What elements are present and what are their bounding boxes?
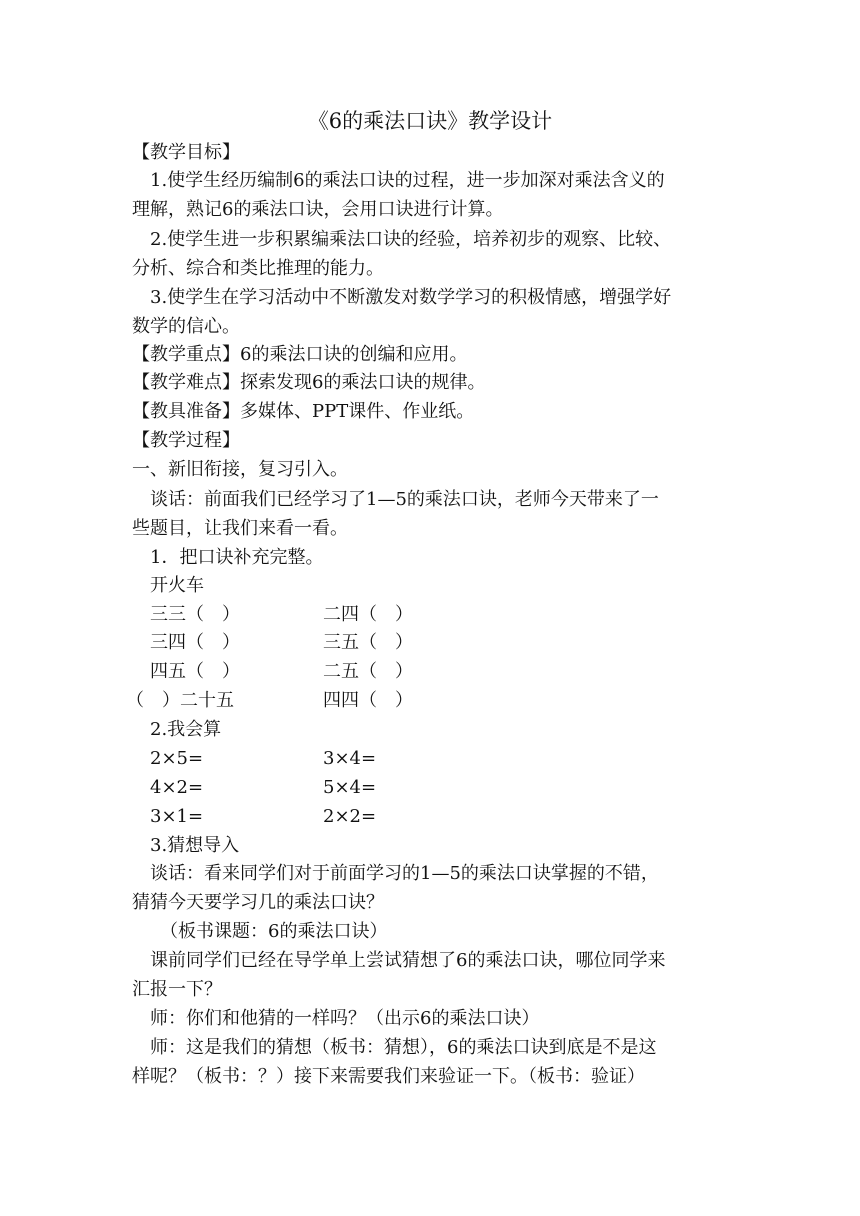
calc-item: 4×2= [150, 777, 204, 798]
paragraph-1-line-2: 汇报一下？ [132, 979, 222, 1000]
teacher-line-2a: 师：这是我们的猜想（板书：猜想），6的乘法口诀到底是不是这 [150, 1037, 657, 1058]
calc-item: 3×1= [150, 806, 204, 827]
rhyme-item: 二四（ ） [323, 604, 413, 625]
rhyme-item: 三三（ ） [150, 604, 240, 625]
process-heading: 【教学过程】 [132, 430, 240, 451]
train-label: 开火车 [150, 575, 204, 596]
materials: 【教具准备】多媒体、PPT课件、作业纸。 [132, 401, 475, 422]
task-2: 2.我会算 [150, 719, 222, 740]
objective-1-line-2: 理解，熟记6的乘法口诀，会用口诀进行计算。 [132, 199, 504, 220]
objective-3-line-2: 数学的信心。 [132, 316, 240, 337]
task-1: 1．把口诀补充完整。 [150, 547, 324, 568]
talk-1-line-1: 谈话：前面我们已经学习了1—5的乘法口诀，老师今天带来了一 [150, 489, 659, 510]
calc-item: 2×5= [150, 748, 204, 769]
key-point: 【教学重点】6的乘法口诀的创编和应用。 [132, 344, 468, 365]
rhyme-item: （ ）二十五 [126, 690, 234, 711]
talk-2-line-1: 谈话：看来同学们对于前面学习的1—5的乘法口诀掌握的不错， [150, 863, 659, 884]
objective-2-line-1: 2.使学生进一步积累编乘法口诀的经验，培养初步的观察、比较、 [150, 229, 672, 250]
calc-item: 5×4= [323, 777, 377, 798]
task-3: 3.猜想导入 [150, 835, 240, 856]
objective-1-line-1: 1.使学生经历编制6的乘法口诀的过程，进一步加深对乘法含义的 [150, 170, 665, 191]
page-title: 《6的乘法口诀》教学设计 [307, 109, 553, 133]
teacher-line-1: 师：你们和他猜的一样吗？（出示6的乘法口诀） [150, 1008, 540, 1029]
difficulty: 【教学难点】探索发现6的乘法口诀的规律。 [132, 372, 486, 393]
objective-2-line-2: 分析、综合和类比推理的能力。 [132, 258, 384, 279]
board-title-note: （板书课题：6的乘法口诀） [160, 921, 388, 942]
calc-item: 2×2= [323, 806, 377, 827]
rhyme-item: 三四（ ） [150, 632, 240, 653]
rhyme-item: 四四（ ） [323, 690, 413, 711]
talk-1-line-2: 些题目，让我们来看一看。 [132, 518, 348, 539]
rhyme-item: 三五（ ） [323, 632, 413, 653]
talk-2-line-2: 猜猜今天要学习几的乘法口诀？ [132, 892, 384, 913]
rhyme-item: 四五（ ） [150, 661, 240, 682]
paragraph-1-line-1: 课前同学们已经在导学单上尝试猜想了6的乘法口诀，哪位同学来 [150, 950, 666, 971]
objectives-heading: 【教学目标】 [132, 142, 240, 163]
teacher-line-2b: 样呢？（板书：？）接下来需要我们来验证一下。（板书：验证） [132, 1066, 645, 1087]
objective-3-line-1: 3.使学生在学习活动中不断激发对数学学习的积极情感，增强学好 [150, 287, 672, 308]
section-1-heading: 一、新旧衔接，复习引入。 [132, 459, 348, 480]
calc-item: 3×4= [323, 748, 377, 769]
rhyme-item: 二五（ ） [323, 661, 413, 682]
